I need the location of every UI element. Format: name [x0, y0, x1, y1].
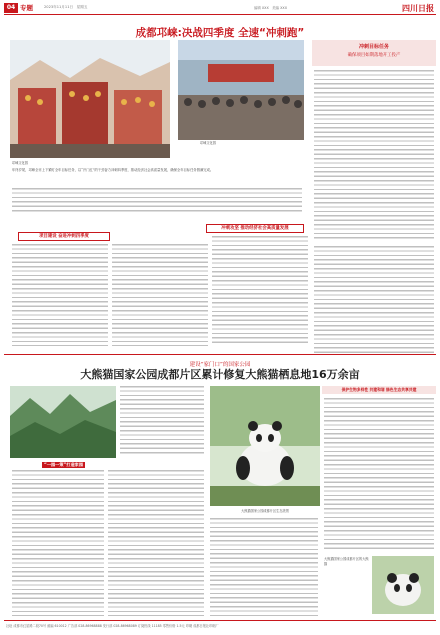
top-mid-subhead: 冲刺攻坚 推动经济社会高质量发展 — [206, 224, 304, 233]
header-rule — [4, 14, 436, 15]
top-col-2-text — [112, 244, 208, 346]
sidebar-subtitle: 确保项目如期落地开工投产 — [347, 53, 401, 58]
bottom-col-1-text — [12, 470, 104, 616]
top-right-photo-caption: 邛崃文化园 — [200, 141, 216, 145]
crowd-photo — [178, 40, 304, 140]
bottom-col-4-text — [324, 398, 434, 550]
bottom-left-subhead: “一园一策”打造家园 — [44, 462, 84, 467]
sidebar-body-text — [314, 70, 434, 240]
lantern-street-image — [10, 40, 170, 158]
forest-photo — [10, 386, 116, 458]
top-main-title: 成都邛崃:决战四季度 全速“冲刺跑” — [135, 27, 305, 39]
footer-line: 社址 成都市红星路二段70号 邮编 610012 广告部 028-86968888 发行部 028-86968089 订阅热线 11185 零售价格 1.5元 印刷 成都日报社印刷厂 — [6, 624, 219, 628]
bottom-main-title: 大熊猫国家公园成都片区累计修复大熊猫栖息地16万余亩 — [80, 368, 360, 381]
lantern-street-photo — [10, 40, 170, 158]
crowd-image — [178, 40, 304, 140]
sidebar-title: 冲刺目标任务 — [358, 44, 389, 50]
sidebar-body-text-2 — [314, 246, 434, 354]
bottom-col-3-text — [210, 518, 318, 616]
sidebar-header — [312, 40, 436, 66]
panda-closeup-caption: 大熊猫国家公园成都片区的大熊猫 — [324, 557, 369, 566]
top-col-3-text — [212, 236, 308, 346]
bottom-lead-text — [120, 386, 204, 456]
top-lead-text: 年终岁尾，邛崃全市上下紧盯全年目标任务，以“开门红”的干劲奋力冲刺四季度，推动经济社会高质量发展，确保全年目标任务圆满完成。 — [12, 168, 214, 172]
page-header — [4, 3, 436, 13]
section-divider — [4, 354, 436, 355]
bottom-right-subhead: 保护生物多样性 共建和谐 绿色生态共享共建 — [341, 387, 417, 392]
section-label: 专题 — [20, 4, 33, 12]
top-lead-lines — [12, 188, 302, 214]
forest-image — [10, 386, 116, 458]
top-left-subhead: 项目建设 奋进冲刺四季度 — [18, 232, 110, 241]
panda-photo-caption: 大熊猫国家公园成都片区生态美景 — [241, 509, 289, 513]
panda-closeup-image — [372, 556, 434, 614]
footer-rule — [4, 620, 436, 621]
panda-image — [210, 386, 320, 506]
page-number: 04 — [4, 3, 18, 13]
bottom-right-subhead-bar — [322, 386, 436, 394]
editor-line: 编辑 XXX 美编 XXX — [254, 6, 288, 10]
panda-closeup-photo — [372, 556, 434, 614]
masthead: 四川日报 — [402, 3, 434, 13]
top-col-1-text — [12, 244, 108, 346]
top-left-photo-caption: 邛崃文化园 — [12, 161, 28, 165]
bottom-kicker: 建设“家门口”的国家公园 — [189, 362, 251, 368]
panda-photo — [210, 386, 320, 506]
date-line: 2023年11月11日 星期五 — [44, 5, 88, 9]
bottom-col-2-text — [108, 470, 204, 616]
